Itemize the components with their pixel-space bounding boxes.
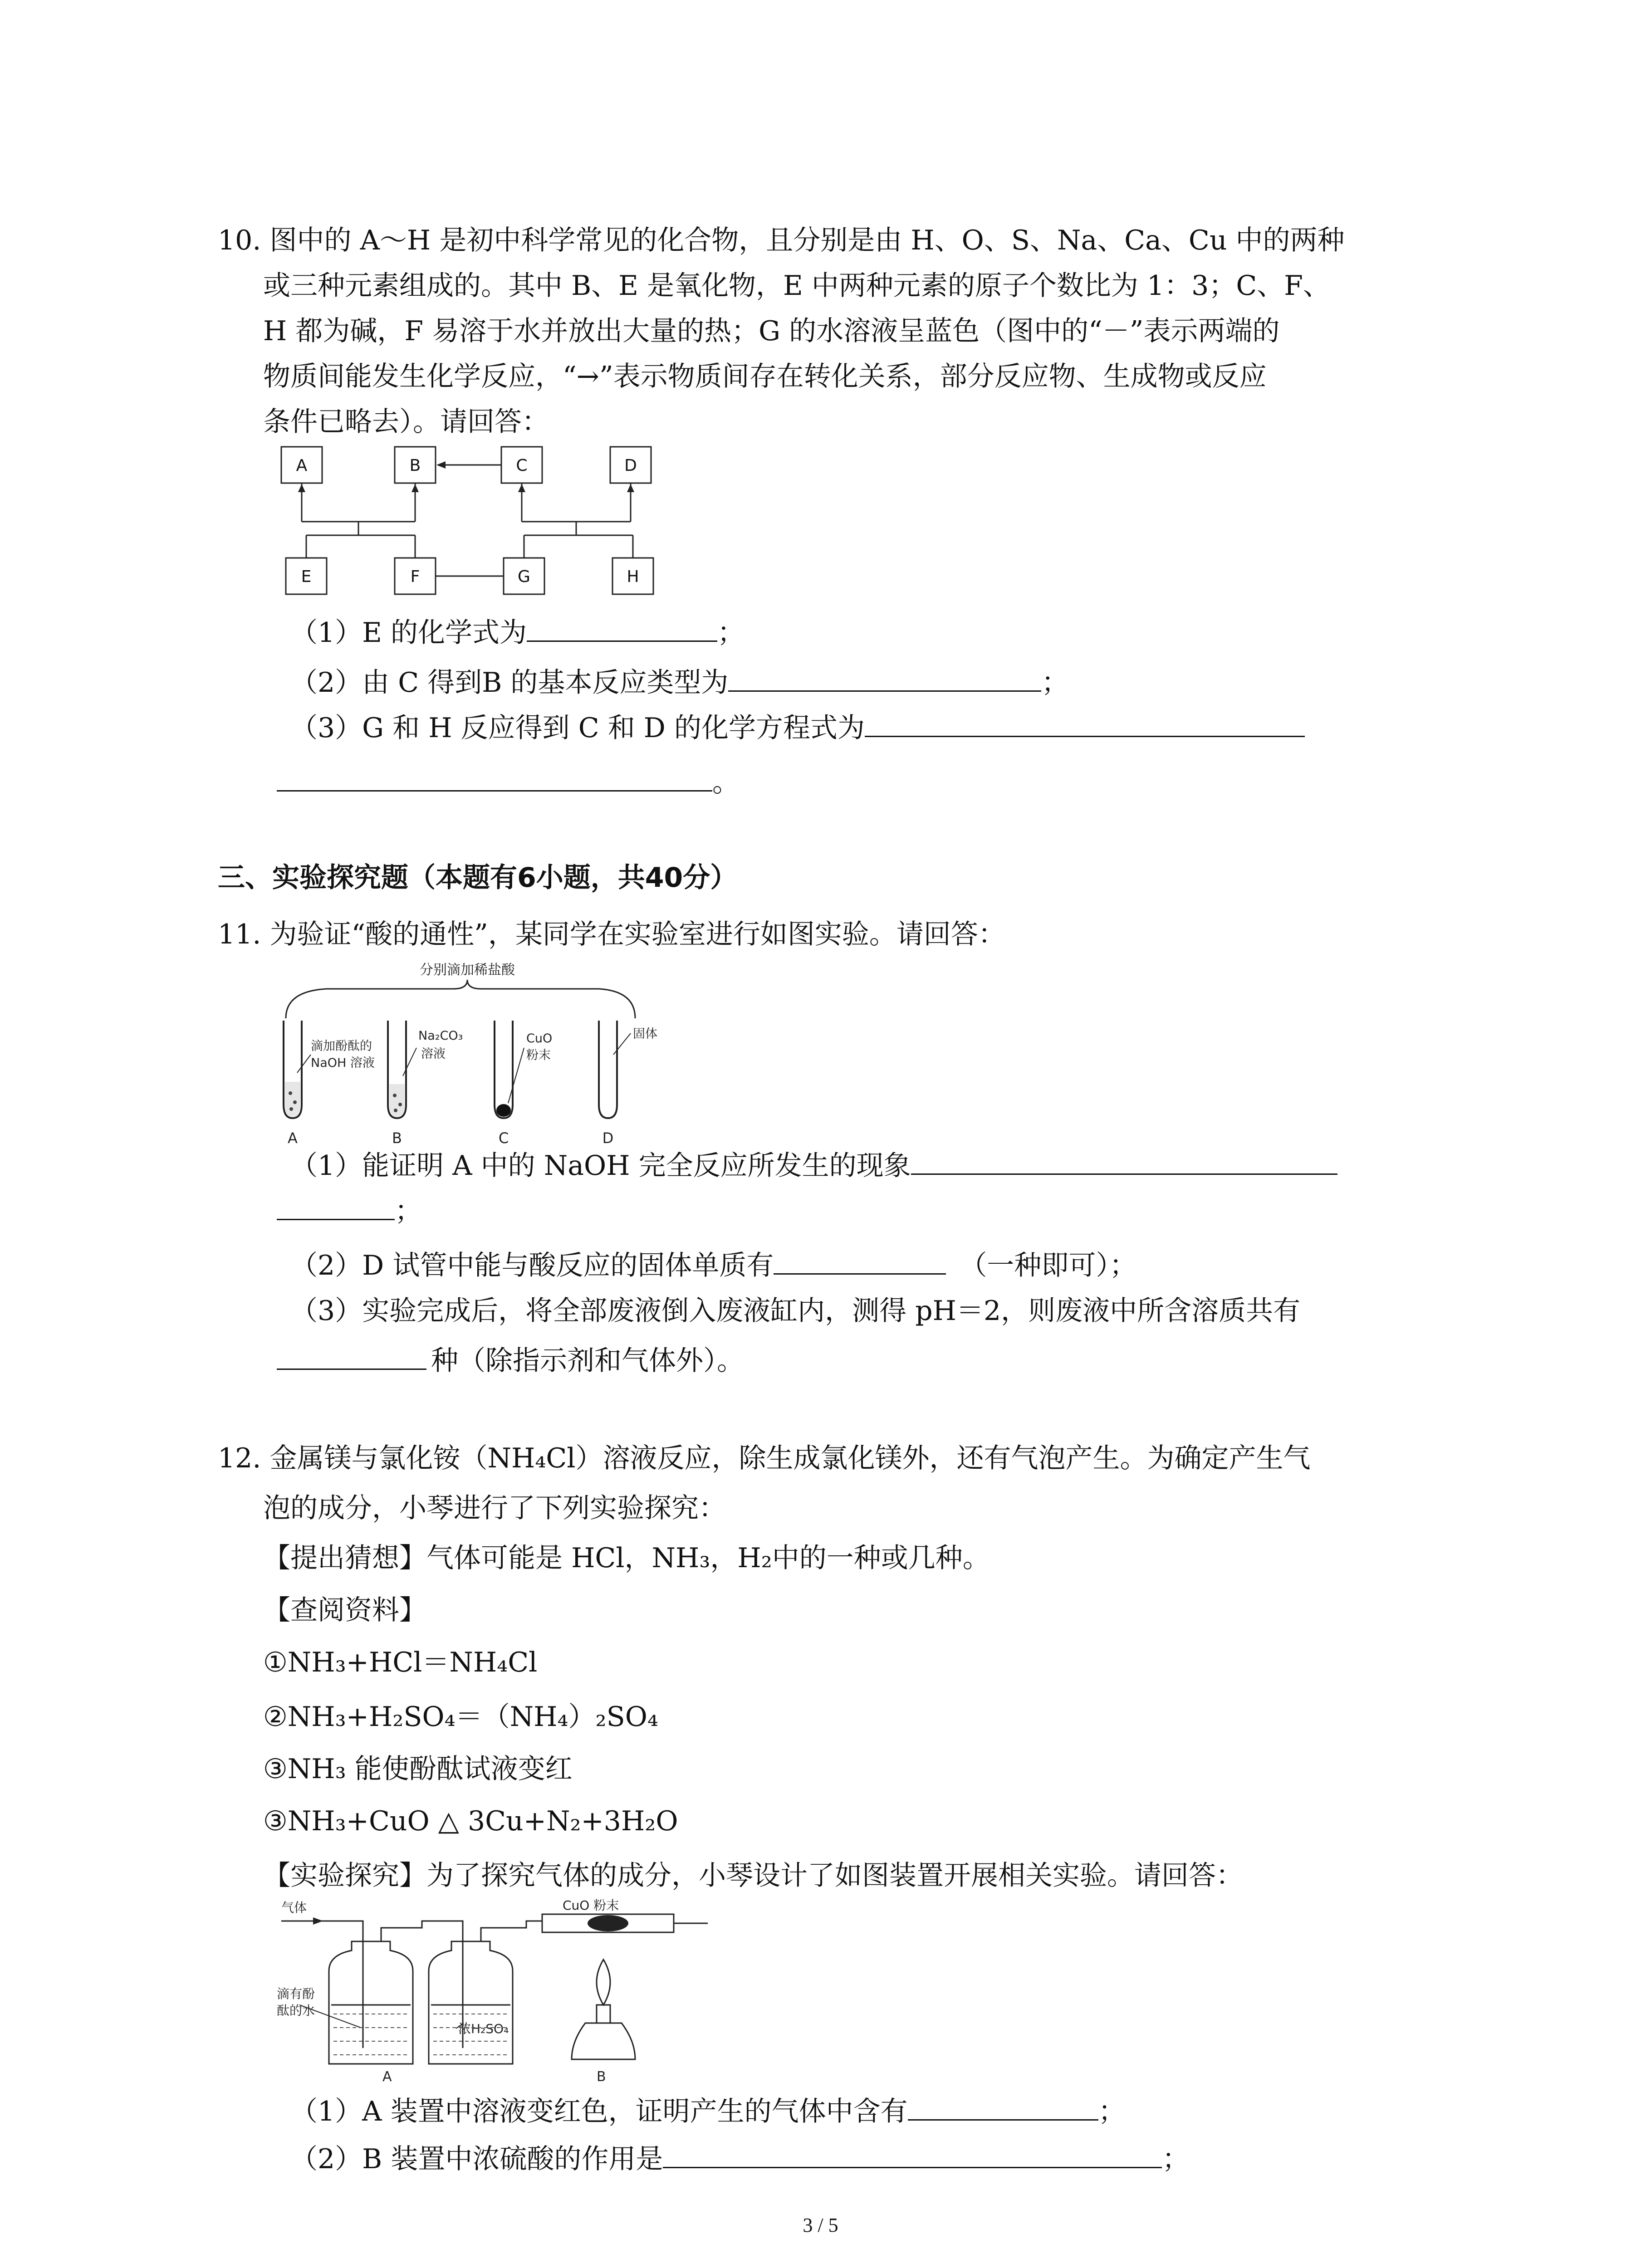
gas-label: 气体: [281, 1900, 307, 1915]
q12-info-3: ③NH₃ 能使酚酞试液变红: [263, 1753, 573, 1785]
box-d-label: D: [624, 456, 637, 475]
q10-line-1: 10. 图中的 A～H 是初中科学常见的化合物，且分别是由 H、O、S、Na、Ca、Cu 中的两种: [218, 225, 1345, 256]
q11-sub1-text: （1）能证明 A 中的 NaOH 完全反应所发生的现象: [290, 1150, 911, 1182]
box-h-label: H: [627, 567, 639, 586]
section-heading: 三、实验探究题（本题有6小题，共40分）: [218, 862, 738, 894]
q10-sub2-end: ；: [1041, 667, 1069, 699]
tube-d-letter: D: [602, 1129, 614, 1147]
q10-sub3-end: 。: [712, 767, 740, 798]
q10-sub2-text: （2）由 C 得到B 的基本反应类型为: [290, 667, 729, 699]
acid-label: 浓H₂SO₄: [458, 2021, 509, 2036]
q10-sub3-blank-1[interactable]: [865, 708, 1305, 737]
box-g-label: G: [518, 567, 530, 586]
q12-info-title: 【查阅资料】: [263, 1594, 426, 1626]
q11-brace: [286, 980, 635, 1018]
q11-test-tubes-figure: [272, 957, 662, 1157]
box-c-label: C: [516, 456, 528, 475]
q10-sub1-blank[interactable]: [527, 612, 717, 642]
q10-sub1-end: ；: [717, 617, 745, 649]
tube-a: [284, 1021, 302, 1118]
bottle-a: [329, 1941, 413, 2064]
q10-sub1: [290, 612, 745, 651]
q10-sub3: [290, 708, 1305, 746]
q12-guess: 【提出猜想】气体可能是 HCl，NH₃，H₂中的一种或几种。: [263, 1542, 990, 1574]
tube-a-label-2: NaOH 溶液: [311, 1056, 375, 1070]
q10-sub3-blank-2[interactable]: [277, 762, 712, 792]
q10-line-5: 条件已略去）。请回答：: [263, 406, 549, 438]
box-e-label: E: [301, 567, 312, 586]
tube-c: [495, 1021, 513, 1118]
q10-sub1-text: （1）E 的化学式为: [290, 617, 527, 649]
q10-sub2: [290, 662, 1068, 701]
tube-b: [388, 1021, 406, 1118]
q10-sub2-blank[interactable]: [728, 662, 1041, 692]
q12-explore: 【实验探究】为了探究气体的成分，小琴设计了如图装置开展相关实验。请回答：: [263, 1860, 1243, 1892]
q12-info-4: ③NH₃+CuO △ 3Cu+N₂+3H₂O: [263, 1805, 678, 1837]
q12-sub1-blank[interactable]: [908, 2091, 1098, 2121]
q12-sub2-blank[interactable]: [663, 2139, 1162, 2168]
q11-sub2-text: （2）D 试管中能与酸反应的固体单质有: [290, 1250, 774, 1281]
cuo-label: CuO 粉末: [563, 1898, 619, 1913]
flame: [597, 1960, 610, 2005]
water-label-2: 酞的水: [277, 2003, 315, 2018]
q12-stem-2: 泡的成分，小琴进行了下列实验探究：: [263, 1492, 726, 1524]
tube-b-letter: B: [392, 1129, 402, 1147]
q10-sub3-text: （3）G 和 H 反应得到 C 和 D 的化学方程式为: [290, 712, 865, 744]
q12-sub1-text: （1）A 装置中溶液变红色，证明产生的气体中含有: [290, 2096, 908, 2127]
box-b-label: B: [409, 456, 421, 475]
q11-sub1: [290, 1145, 1337, 1184]
tube-d: [599, 1021, 617, 1118]
q10-line-3: H 都为碱，F 易溶于水并放出大量的热；G 的水溶液呈蓝色（图中的“－”表示两端的: [263, 315, 1280, 347]
tube-c-label-1: CuO: [526, 1031, 553, 1046]
cuo-powder: [588, 1915, 628, 1931]
tube-a-letter: A: [288, 1129, 298, 1147]
box-f-label: F: [410, 567, 420, 586]
tube-c-label-2: 粉末: [526, 1048, 551, 1062]
water-label-1: 滴有酚: [277, 1986, 315, 2001]
alcohol-lamp: [572, 2023, 635, 2059]
q11-sub2: [290, 1245, 1136, 1284]
letter-a: A: [382, 2069, 392, 2085]
q11-sub1-end: ；: [395, 1195, 422, 1227]
q12-sub2-text: （2）B 装置中浓硫酸的作用是: [290, 2143, 663, 2175]
q11-sub3: （3）实验完成后，将全部废液倒入废液缸内，测得 pH＝2，则废液中所含溶质共有: [290, 1295, 1301, 1327]
q10-sub3-cont: [277, 762, 740, 801]
q11-stem: 11. 为验证“酸的通性”，某同学在实验室进行如图实验。请回答：: [218, 919, 1005, 950]
q11-top-label: 分别滴加稀盐酸: [420, 962, 515, 978]
q12-sub2-end: ；: [1162, 2143, 1190, 2175]
q10-relation-diagram: [272, 442, 671, 606]
q11-sub3-cont: [277, 1340, 744, 1379]
q12-stem-1: 12. 金属镁与氯化铵（NH₄Cl）溶液反应，除生成氯化镁外，还有气泡产生。为确定产生气: [218, 1442, 1311, 1474]
box-a-label: A: [296, 456, 308, 475]
q11-sub3-blank[interactable]: [277, 1340, 426, 1370]
tube-b-label-1: Na₂CO₃: [418, 1029, 463, 1043]
q11-sub1-blank-1[interactable]: [911, 1145, 1337, 1175]
letter-b: B: [597, 2069, 606, 2085]
q12-apparatus-figure: [272, 1892, 708, 2087]
q10-line-4: 物质间能发生化学反应，“→”表示物质间存在转化关系，部分反应物、生成物或反应: [263, 361, 1267, 392]
tube-a-label-1: 滴加酚酞的: [311, 1039, 372, 1053]
q11-sub1-cont: [277, 1191, 422, 1229]
tube-b-label-2: 溶液: [421, 1047, 446, 1061]
q10-line-2: 或三种元素组成的。其中 B、E 是氧化物，E 中两种元素的原子个数比为 1：3；C、F、: [263, 270, 1330, 302]
q12-info-1: ①NH₃+HCl＝NH₄Cl: [263, 1647, 538, 1678]
q11-sub3-end: 种（除指示剂和气体外）。: [431, 1345, 744, 1377]
tube-d-label-1: 固体: [633, 1027, 657, 1041]
q12-sub1: [290, 2091, 1126, 2130]
bottle-b: [429, 1941, 513, 2064]
tube-c-letter: C: [498, 1129, 509, 1147]
q11-sub2-blank[interactable]: [774, 1245, 946, 1275]
q11-sub2-end: （一种即可）；: [960, 1250, 1137, 1281]
q12-sub1-end: ；: [1098, 2096, 1126, 2127]
page-number: 3 / 5: [803, 2214, 838, 2236]
q12-sub2: [290, 2139, 1189, 2177]
q12-info-2: ②NH₃+H₂SO₄＝（NH₄）₂SO₄: [263, 1701, 658, 1733]
q11-sub1-blank-2[interactable]: [277, 1191, 395, 1220]
